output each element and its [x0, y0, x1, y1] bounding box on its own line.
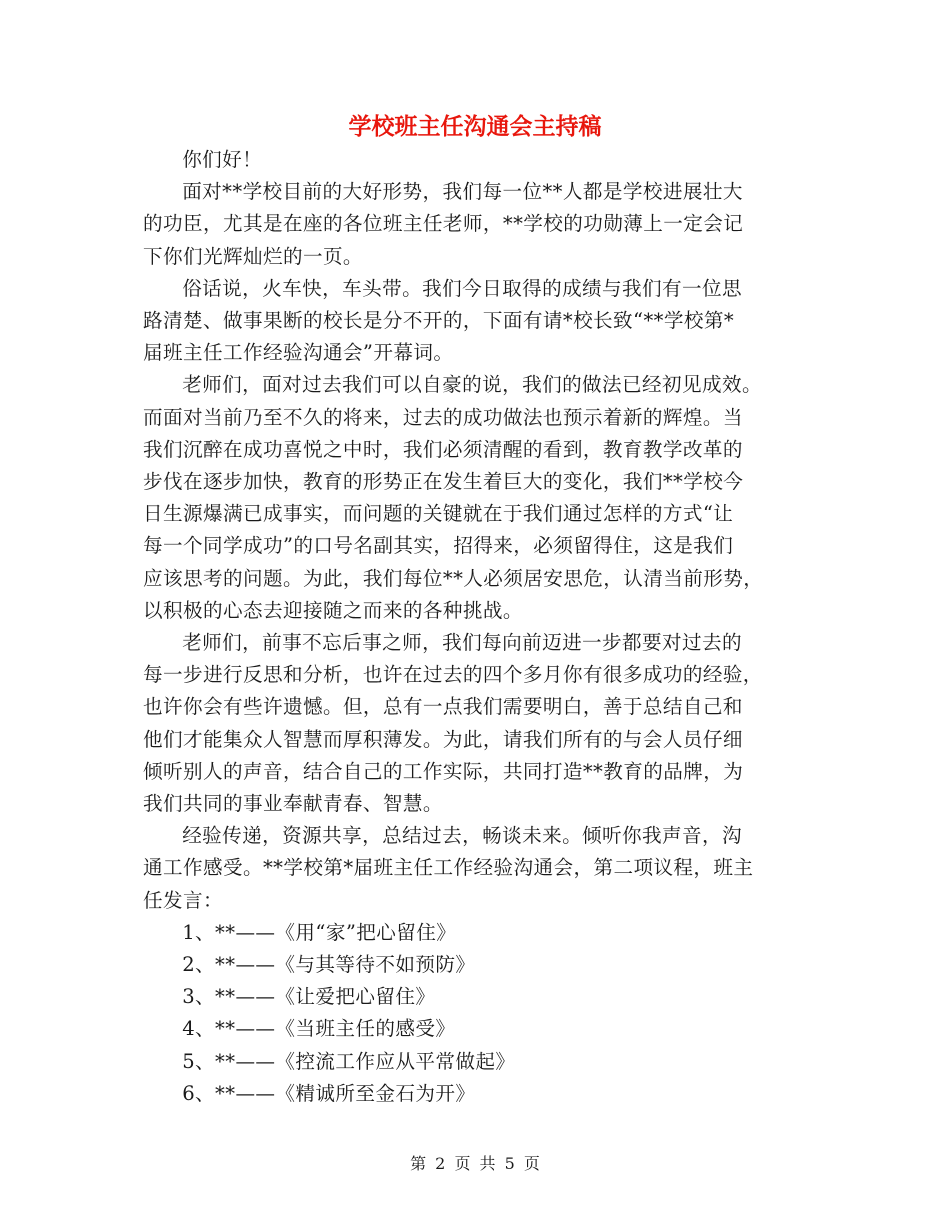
agenda-item: 5、**——《控流工作应从平常做起》: [182, 1049, 516, 1073]
paragraph-line: 届班主任工作经验沟通会”开幕词。: [143, 341, 454, 365]
paragraph-line: 每一步进行反思和分析，也许在过去的四个多月你有很多成功的经验，: [143, 663, 763, 687]
paragraph-line: 俗话说，火车快，车头带。我们今日取得的成绩与我们有一位思: [182, 276, 743, 300]
document-title: 学校班主任沟通会主持稿: [348, 114, 602, 140]
greeting: 你们好！: [182, 148, 263, 171]
paragraph-1: [143, 176, 803, 273]
paragraph-line: 他们才能集众人智慧而厚积薄发。为此，请我们所有的与会人员仔细: [143, 727, 743, 751]
paragraph-3: [143, 369, 803, 627]
paragraph-line: 应该思考的问题。为此，我们每位**人必须居安思危，认清当前形势，: [143, 566, 764, 590]
paragraph-line: 也许你会有些许遗憾。但，总有一点我们需要明白，善于总结自己和: [143, 695, 743, 719]
agenda-item: 1、**——《用“家”把心留住》: [182, 920, 457, 944]
paragraph-line: 我们沉醉在成功喜悦之中时，我们必须清醒的看到，教育教学改革的: [143, 437, 743, 461]
paragraph-4: [143, 627, 803, 820]
paragraph-line: 而面对当前乃至不久的将来，过去的成功做法也预示着新的辉煌。当: [143, 405, 743, 429]
paragraph-2: [143, 273, 803, 370]
paragraph-line: 路清楚、做事果断的校长是分不开的，下面有请*校长致“**学校第*: [143, 309, 735, 333]
paragraph-line: 日生源爆满已成事实，而问题的关键就在于我们通过怎样的方式“让: [143, 502, 734, 526]
paragraph-line: 步伐在逐步加快，教育的形势正在发生着巨大的变化，我们**学校今: [143, 470, 744, 494]
agenda-item: 2、**——《与其等待不如预防》: [182, 953, 476, 977]
paragraph-line: 通工作感受。**学校第*届班主任工作经验沟通会，第二项议程，班主: [143, 856, 754, 880]
paragraph-line: 以积极的心态去迎接随之而来的各种挑战。: [143, 598, 523, 622]
paragraph-line: 倾听别人的声音，结合自己的工作实际，共同打造**教育的品牌，为: [143, 759, 744, 783]
paragraph-line: 下你们光辉灿烂的一页。: [143, 244, 363, 268]
paragraph-line: 任发言：: [143, 888, 223, 912]
paragraph-line: 老师们，面对过去我们可以自豪的说，我们的做法已经初见成效。: [182, 373, 763, 397]
agenda-item: 6、**——《精诚所至金石为开》: [182, 1081, 476, 1105]
paragraph-line: 面对**学校目前的大好形势，我们每一位**人都是学校进展壮大: [182, 180, 743, 204]
paragraph-line: 每一个同学成功”的口号名副其实，招得来，必须留得住，这是我们: [143, 534, 734, 558]
page-footer: 第 2 页 共 5 页: [410, 1154, 540, 1173]
paragraph-5: [143, 820, 803, 917]
paragraph-line: 老师们，前事不忘后事之师，我们每向前迈进一步都要对过去的: [182, 631, 743, 655]
paragraph-line: 的功臣，尤其是在座的各位班主任老师，**学校的功勋薄上一定会记: [143, 212, 744, 236]
document-body: [143, 144, 803, 1110]
paragraph-line: 经验传递，资源共享，总结过去，畅谈未来。倾听你我声音，沟: [182, 824, 743, 848]
paragraph-line: 我们共同的事业奉献青春、智慧。: [143, 792, 443, 816]
agenda-item: 3、**——《让爱把心留住》: [182, 985, 436, 1009]
agenda-item: 4、**——《当班主任的感受》: [182, 1017, 456, 1041]
